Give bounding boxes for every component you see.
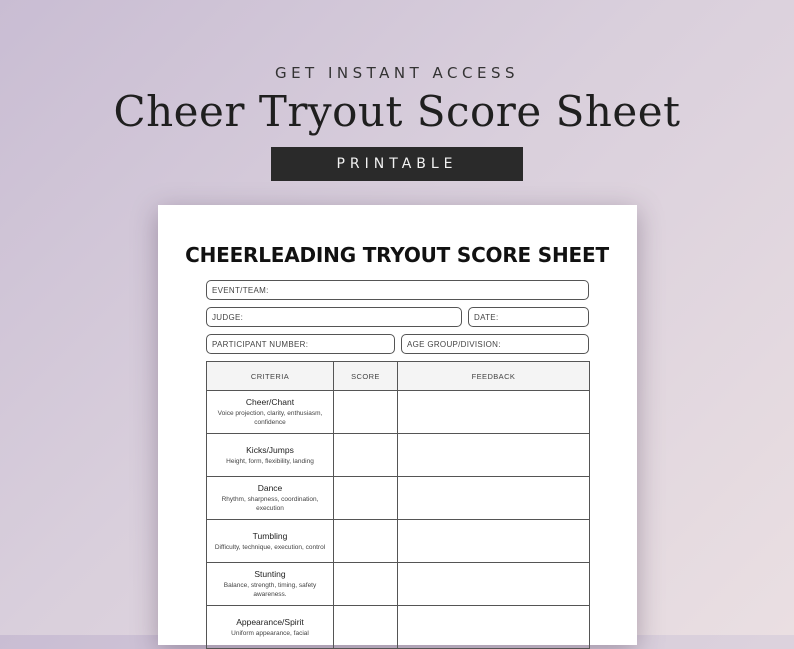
feedback-cell[interactable] [398,434,590,477]
score-cell[interactable] [334,477,398,520]
criteria-name: Stunting [254,569,286,579]
sheet-title: CHEERLEADING TRYOUT SCORE SHEET [185,243,609,267]
feedback-cell[interactable] [398,520,590,563]
criteria-cell [207,477,334,520]
criteria-description: Voice projection, clarity, enthusiasm, confidence [217,410,323,426]
criteria-description: Balance, strength, timing, safety awareness. [223,582,317,598]
feedback-cell[interactable] [398,477,590,520]
criteria-cell [207,606,334,649]
criteria-name: Tumbling [252,530,288,541]
table-row [207,391,590,434]
table-row [207,520,590,563]
criteria-description: Height, form, flexibility, landing [226,457,314,465]
score-cell[interactable] [334,434,398,477]
criteria-name: Cheer/Chant [245,397,295,407]
table-row [207,563,590,606]
criteria-cell [207,520,334,563]
table-row [207,477,590,520]
event-team-field[interactable]: EVENT/TEAM: [206,280,589,300]
table-row [207,434,590,477]
feedback-cell[interactable] [398,391,590,434]
score-cell[interactable] [334,391,398,434]
criteria-description: Uniform appearance, facial [231,629,309,637]
printable-badge: PRINTABLE [271,147,523,181]
feedback-cell[interactable] [398,606,590,649]
score-column-header: SCORE [334,362,398,391]
feedback-column-header: FEEDBACK [398,362,590,391]
participant-number-field[interactable]: PARTICIPANT NUMBER: [206,334,395,354]
age-group-field[interactable]: AGE GROUP/DIVISION: [401,334,589,354]
criteria-cell [207,563,334,606]
feedback-cell[interactable] [398,563,590,606]
headline-kicker: GET INSTANT ACCESS [274,64,520,82]
score-cell[interactable] [334,606,398,649]
criteria-column-header: CRITERIA [207,362,334,391]
score-cell[interactable] [334,563,398,606]
criteria-description: Rhythm, sharpness, coordination, execution [221,496,319,512]
criteria-name: Appearance/Spirit [236,616,304,627]
judge-field[interactable]: JUDGE: [206,307,462,327]
score-cell[interactable] [334,520,398,563]
headline-title: Cheer Tryout Score Sheet [113,87,681,136]
table-header-row [207,362,590,391]
score-table [206,361,590,649]
criteria-cell [207,434,334,477]
date-field[interactable]: DATE: [468,307,589,327]
criteria-name: Dance [257,483,283,493]
criteria-cell [207,391,334,434]
criteria-description: Difficulty, technique, execution, control [214,543,326,551]
table-row [207,606,590,649]
criteria-name: Kicks/Jumps [246,444,294,455]
